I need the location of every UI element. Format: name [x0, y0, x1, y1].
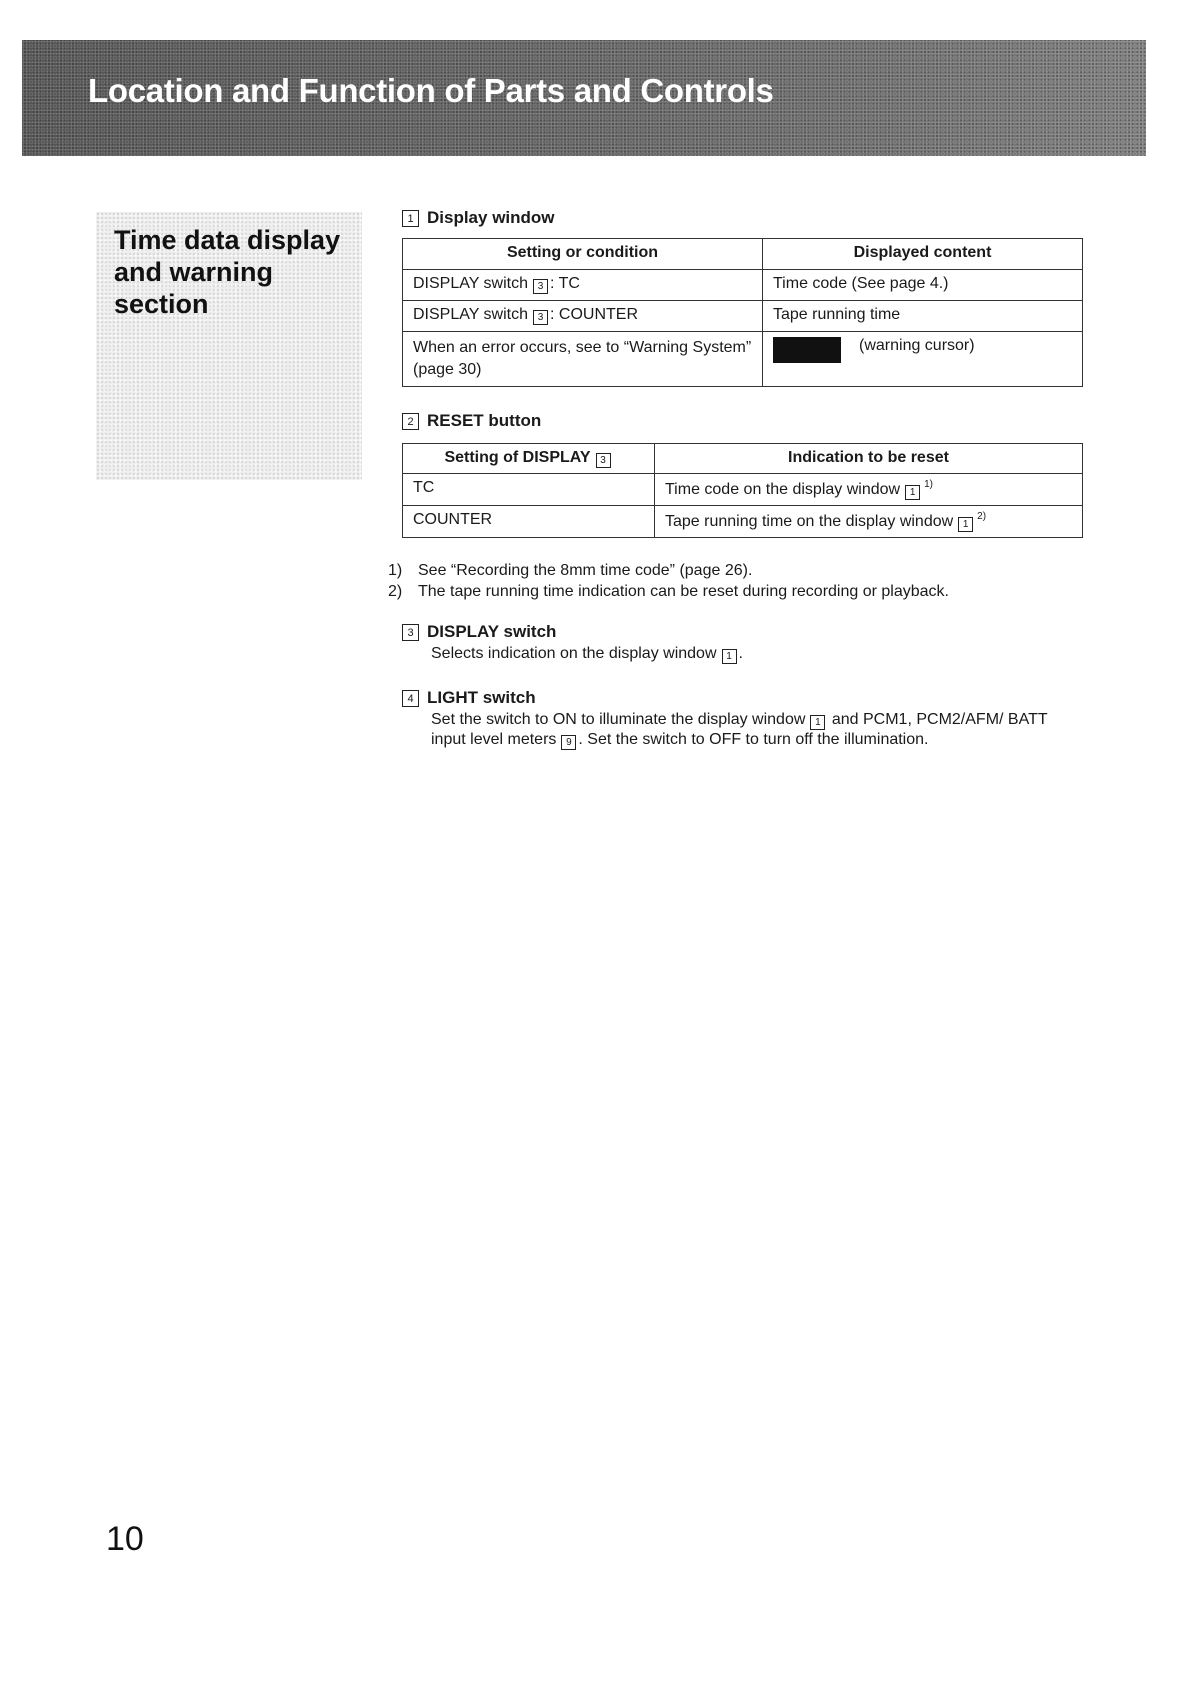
heading-text: Display window	[427, 208, 555, 227]
table-header-row	[403, 239, 1083, 270]
table-row	[403, 301, 1083, 332]
table-cell: When an error occurs, see to “Warning System” (page 30)	[403, 332, 763, 387]
table-cell: Time code on the display window 1$^{1)}$	[655, 474, 1083, 506]
display-switch-section	[402, 620, 1082, 664]
footnote-ref: 1)	[924, 479, 933, 490]
ref-number: 3	[533, 310, 548, 325]
footnote: 2) The tape running time indication can be reset during recording or playback.	[388, 583, 949, 600]
item-number: 2	[402, 413, 419, 430]
heading-text: LIGHT switch	[427, 688, 536, 707]
table-row	[403, 332, 1083, 387]
table-cell: TC	[403, 474, 655, 506]
item-number: 4	[402, 690, 419, 707]
table-header-row	[403, 444, 1083, 474]
reset-button-heading	[402, 409, 1082, 433]
table-cell: Tape running time	[763, 301, 1083, 332]
light-switch-description: Set the switch to ON to illuminate the display window 1 and PCM1, PCM2/AFM/ BATT input level meters 9 . Set the switch to OFF to turn off the illumination.	[431, 711, 1048, 748]
column-header: Setting of DISPLAY 3	[403, 444, 655, 474]
table-cell: Tape running time on the display window 1$^{2)}$	[655, 506, 1083, 538]
table-row	[403, 474, 1083, 506]
display-switch-heading	[402, 620, 1082, 644]
light-switch-heading	[402, 686, 1082, 710]
heading-text: RESET button	[427, 411, 542, 430]
display-switch-description: Selects indication on the display window 1 .	[431, 645, 743, 662]
page-title: Location and Function of Parts and Controls	[88, 72, 774, 109]
display-window-heading	[402, 206, 1082, 230]
column-header: Displayed content	[763, 239, 1083, 270]
item-number: 1	[402, 210, 419, 227]
ref-number: 1	[958, 517, 973, 532]
table-cell: DISPLAY switch 3 : TC	[403, 270, 763, 301]
ref-number: 1	[722, 649, 737, 664]
table-cell: COUNTER	[403, 506, 655, 538]
content-area	[388, 206, 1082, 750]
ref-number: 9	[561, 735, 576, 750]
table-row	[403, 506, 1083, 538]
item-number: 3	[402, 624, 419, 641]
table-cell: (warning cursor)	[763, 332, 1083, 387]
table-cell: Time code (See page 4.)	[763, 270, 1083, 301]
ref-number: 3	[533, 279, 548, 294]
table-cell: DISPLAY switch 3 : COUNTER	[403, 301, 763, 332]
ref-number: 1	[810, 715, 825, 730]
warning-cursor-block	[773, 337, 841, 363]
ref-number: 1	[905, 485, 920, 500]
footnote: 1) See “Recording the 8mm time code” (page 26).	[388, 562, 753, 579]
footnotes	[388, 560, 1082, 602]
reset-table	[402, 443, 1083, 538]
heading-text: DISPLAY switch	[427, 622, 557, 641]
ref-number: 3	[596, 453, 611, 468]
page-number: 10	[106, 1520, 144, 1558]
footnote-ref: 2)	[977, 511, 987, 522]
display-window-table	[402, 238, 1083, 387]
light-switch-section	[402, 686, 1082, 750]
section-label: Time data display and warning section	[114, 225, 341, 319]
table-row	[403, 270, 1083, 301]
column-header: Setting or condition	[403, 239, 763, 270]
column-header: Indication to be reset	[655, 444, 1083, 474]
